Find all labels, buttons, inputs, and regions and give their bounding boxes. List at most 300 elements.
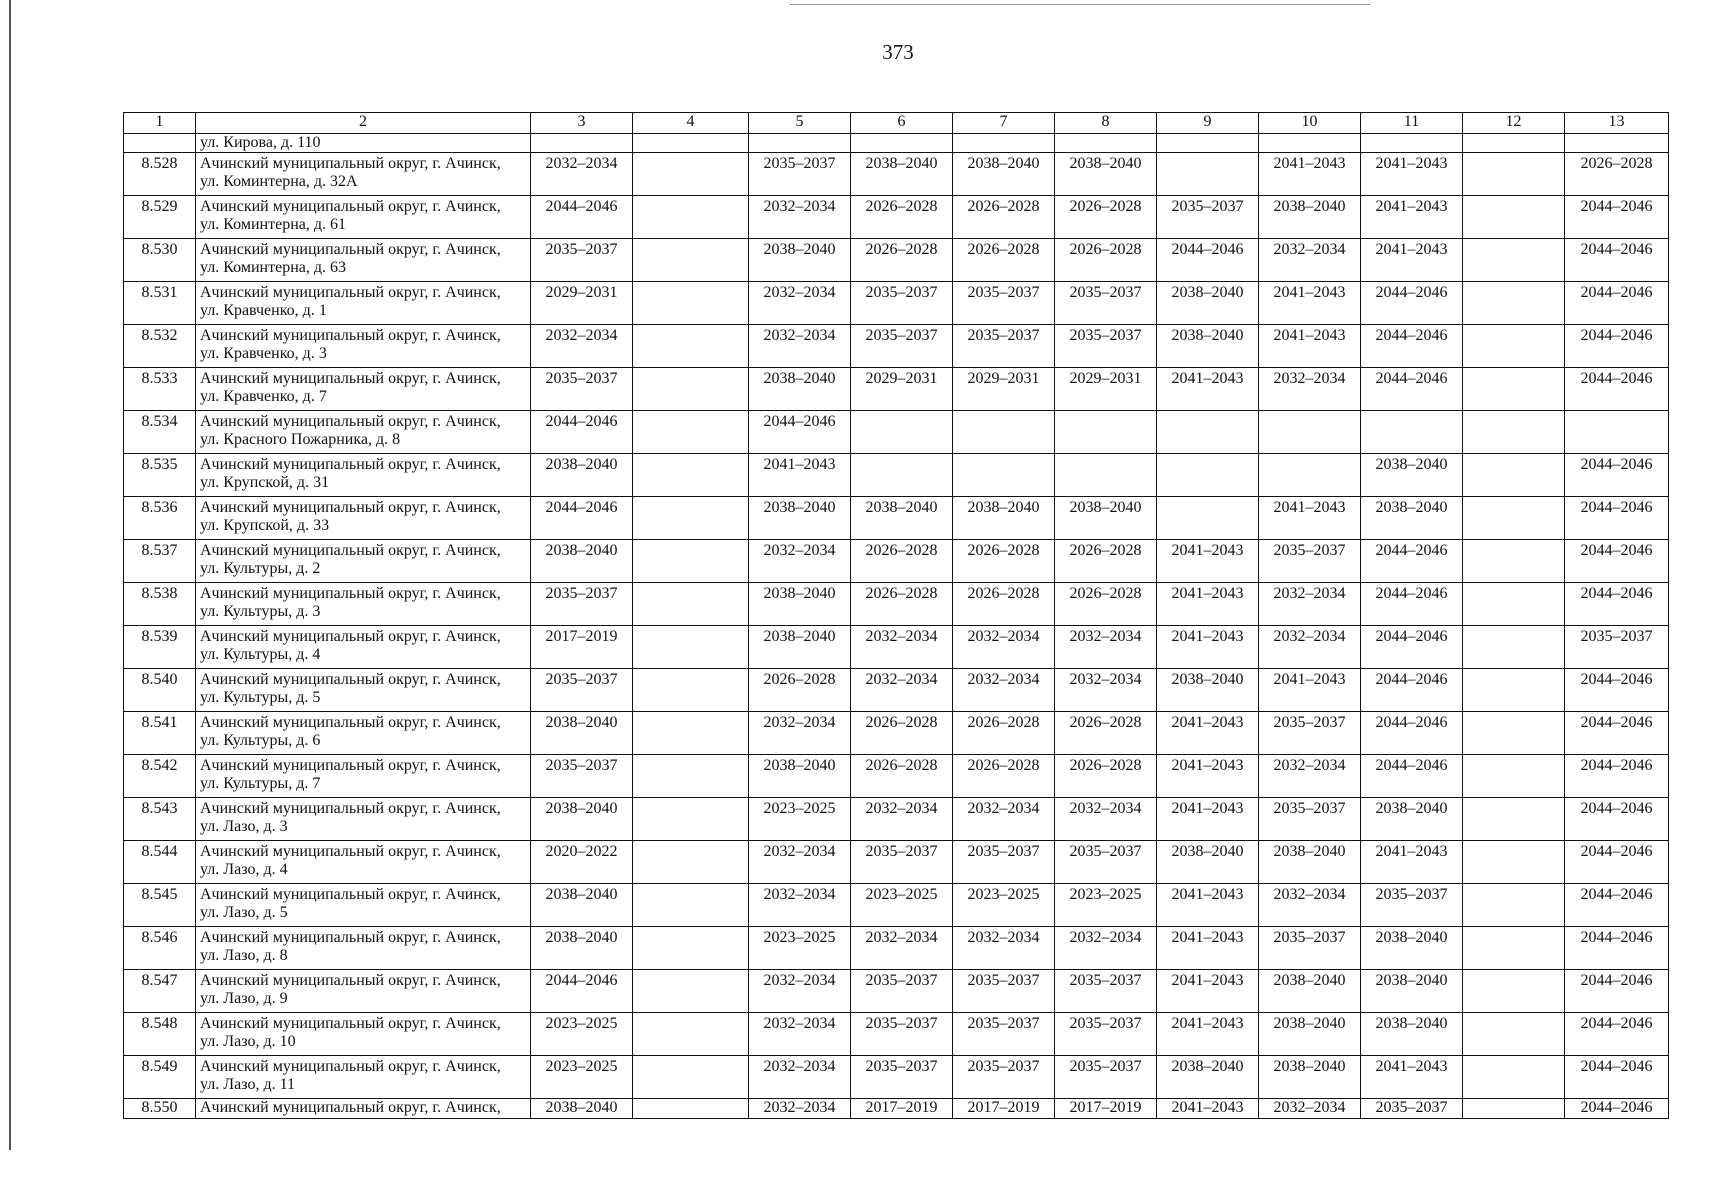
period-cell: 2035–2037 bbox=[1157, 196, 1259, 239]
period-cell: 2035–2037 bbox=[953, 282, 1055, 325]
column-header: 3 bbox=[531, 113, 633, 134]
period-cell: 2035–2037 bbox=[1055, 841, 1157, 884]
period-cell: 2035–2037 bbox=[1055, 970, 1157, 1013]
period-cell: 2032–2034 bbox=[851, 927, 953, 970]
period-cell: 2044–2046 bbox=[1565, 1056, 1669, 1099]
period-cell: 2038–2040 bbox=[1055, 497, 1157, 540]
table-row bbox=[124, 282, 1669, 325]
period-cell: 2044–2046 bbox=[1565, 669, 1669, 712]
period-cell bbox=[1157, 134, 1259, 153]
period-cell bbox=[633, 712, 749, 755]
address-line: Ачинский муниципальный округ, г. Ачинск, bbox=[200, 886, 501, 903]
period-cell: 2038–2040 bbox=[1361, 454, 1463, 497]
address-line: Ачинский муниципальный округ, г. Ачинск, bbox=[200, 800, 501, 817]
period-cell: 2017–2019 bbox=[531, 626, 633, 669]
period-cell: 2038–2040 bbox=[1361, 1013, 1463, 1056]
period-cell bbox=[633, 153, 749, 196]
column-header: 2 bbox=[196, 113, 531, 134]
period-cell: 2038–2040 bbox=[749, 368, 851, 411]
address-cell bbox=[196, 368, 531, 411]
period-cell bbox=[1157, 411, 1259, 454]
period-cell: 2038–2040 bbox=[1259, 970, 1361, 1013]
period-cell: 2044–2046 bbox=[1361, 540, 1463, 583]
table-row bbox=[124, 454, 1669, 497]
address-line: Ачинский муниципальный округ, г. Ачинск, bbox=[200, 370, 501, 387]
period-cell: 2026–2028 bbox=[851, 540, 953, 583]
period-cell: 2026–2028 bbox=[953, 755, 1055, 798]
period-cell: 2038–2040 bbox=[851, 153, 953, 196]
period-cell: 2023–2025 bbox=[531, 1056, 633, 1099]
period-cell bbox=[1259, 454, 1361, 497]
period-cell: 2026–2028 bbox=[1055, 583, 1157, 626]
period-cell: 2035–2037 bbox=[1055, 325, 1157, 368]
period-cell: 2029–2031 bbox=[953, 368, 1055, 411]
column-header: 1 bbox=[124, 113, 196, 134]
address-line: ул. Коминтерна, д. 63 bbox=[200, 259, 346, 276]
column-header: 11 bbox=[1361, 113, 1463, 134]
period-cell: 2035–2037 bbox=[851, 282, 953, 325]
period-cell: 2044–2046 bbox=[1361, 755, 1463, 798]
period-cell: 2041–2043 bbox=[1157, 583, 1259, 626]
row-number-cell: 8.533 bbox=[124, 368, 196, 411]
period-cell: 2032–2034 bbox=[851, 669, 953, 712]
row-number-cell: 8.539 bbox=[124, 626, 196, 669]
period-cell: 2035–2037 bbox=[953, 970, 1055, 1013]
period-cell: 2038–2040 bbox=[531, 712, 633, 755]
period-cell: 2044–2046 bbox=[1565, 1099, 1669, 1119]
period-cell bbox=[633, 884, 749, 927]
period-cell bbox=[633, 1013, 749, 1056]
period-cell: 2041–2043 bbox=[749, 454, 851, 497]
period-cell bbox=[1463, 1013, 1565, 1056]
address-line: Ачинский муниципальный округ, г. Ачинск, bbox=[200, 1015, 501, 1032]
address-line: ул. Лазо, д. 9 bbox=[200, 990, 288, 1007]
address-cell bbox=[196, 497, 531, 540]
period-cell: 2038–2040 bbox=[1259, 1056, 1361, 1099]
period-cell: 2035–2037 bbox=[953, 1056, 1055, 1099]
row-number-cell: 8.537 bbox=[124, 540, 196, 583]
period-cell: 2029–2031 bbox=[1055, 368, 1157, 411]
period-cell: 2032–2034 bbox=[749, 712, 851, 755]
period-cell: 2044–2046 bbox=[1565, 1013, 1669, 1056]
row-number-cell: 8.531 bbox=[124, 282, 196, 325]
period-cell: 2041–2043 bbox=[1259, 497, 1361, 540]
period-cell: 2038–2040 bbox=[531, 798, 633, 841]
period-cell: 2032–2034 bbox=[1259, 583, 1361, 626]
period-cell: 2038–2040 bbox=[1361, 497, 1463, 540]
address-line: Ачинский муниципальный округ, г. Ачинск, bbox=[200, 413, 501, 430]
period-cell: 2026–2028 bbox=[1055, 239, 1157, 282]
period-cell: 2026–2028 bbox=[953, 239, 1055, 282]
period-cell: 2035–2037 bbox=[953, 1013, 1055, 1056]
address-line: Ачинский муниципальный округ, г. Ачинск, bbox=[200, 929, 501, 946]
table-row bbox=[124, 798, 1669, 841]
period-cell: 2041–2043 bbox=[1157, 1099, 1259, 1119]
period-cell: 2041–2043 bbox=[1157, 798, 1259, 841]
period-cell: 2041–2043 bbox=[1157, 1013, 1259, 1056]
period-cell bbox=[1463, 798, 1565, 841]
period-cell: 2038–2040 bbox=[1259, 841, 1361, 884]
address-cell bbox=[196, 583, 531, 626]
period-cell: 2044–2046 bbox=[1361, 325, 1463, 368]
period-cell: 2038–2040 bbox=[749, 239, 851, 282]
period-cell bbox=[1463, 712, 1565, 755]
period-cell: 2038–2040 bbox=[531, 884, 633, 927]
address-line: ул. Лазо, д. 3 bbox=[200, 818, 288, 835]
address-line: ул. Красного Пожарника, д. 8 bbox=[200, 431, 401, 448]
period-cell bbox=[1463, 755, 1565, 798]
period-cell bbox=[633, 1099, 749, 1119]
header-row bbox=[124, 113, 1669, 134]
column-header: 4 bbox=[633, 113, 749, 134]
address-line: Ачинский муниципальный округ, г. Ачинск, bbox=[200, 972, 501, 989]
period-cell bbox=[633, 325, 749, 368]
period-cell: 2032–2034 bbox=[749, 1013, 851, 1056]
column-header: 13 bbox=[1565, 113, 1669, 134]
period-cell: 2035–2037 bbox=[953, 841, 1055, 884]
row-number-cell: 8.538 bbox=[124, 583, 196, 626]
period-cell: 2032–2034 bbox=[1259, 755, 1361, 798]
row-number-cell: 8.532 bbox=[124, 325, 196, 368]
address-cell bbox=[196, 1013, 531, 1056]
period-cell: 2035–2037 bbox=[749, 153, 851, 196]
address-cell bbox=[196, 134, 531, 153]
address-line: Ачинский муниципальный округ, г. Ачинск, bbox=[200, 284, 501, 301]
address-line: ул. Кравченко, д. 3 bbox=[200, 345, 327, 362]
period-cell: 2044–2046 bbox=[1565, 970, 1669, 1013]
period-cell bbox=[1463, 626, 1565, 669]
period-cell: 2032–2034 bbox=[1259, 626, 1361, 669]
address-line: ул. Кравченко, д. 1 bbox=[200, 302, 327, 319]
address-line: Ачинский муниципальный округ, г. Ачинск, bbox=[200, 241, 501, 258]
period-cell: 2032–2034 bbox=[749, 970, 851, 1013]
period-cell: 2044–2046 bbox=[531, 411, 633, 454]
address-cell bbox=[196, 841, 531, 884]
period-cell: 2044–2046 bbox=[1361, 583, 1463, 626]
period-cell: 2044–2046 bbox=[1565, 798, 1669, 841]
row-number-cell: 8.546 bbox=[124, 927, 196, 970]
period-cell: 2035–2037 bbox=[1259, 798, 1361, 841]
period-cell: 2044–2046 bbox=[531, 497, 633, 540]
table-row bbox=[124, 927, 1669, 970]
period-cell: 2035–2037 bbox=[851, 1056, 953, 1099]
period-cell: 2038–2040 bbox=[531, 540, 633, 583]
period-cell: 2035–2037 bbox=[531, 368, 633, 411]
row-number-cell: 8.529 bbox=[124, 196, 196, 239]
period-cell: 2026–2028 bbox=[953, 583, 1055, 626]
period-cell: 2044–2046 bbox=[1565, 497, 1669, 540]
address-cell bbox=[196, 970, 531, 1013]
period-cell: 2035–2037 bbox=[1055, 1056, 1157, 1099]
address-line: ул. Культуры, д. 3 bbox=[200, 603, 321, 620]
row-number-cell: 8.543 bbox=[124, 798, 196, 841]
period-cell: 2038–2040 bbox=[749, 755, 851, 798]
period-cell: 2044–2046 bbox=[531, 196, 633, 239]
address-line: Ачинский муниципальный округ, г. Ачинск, bbox=[200, 499, 501, 516]
period-cell: 2041–2043 bbox=[1259, 669, 1361, 712]
period-cell bbox=[1463, 497, 1565, 540]
column-header: 12 bbox=[1463, 113, 1565, 134]
period-cell: 2038–2040 bbox=[1361, 970, 1463, 1013]
period-cell: 2035–2037 bbox=[531, 583, 633, 626]
period-cell: 2017–2019 bbox=[953, 1099, 1055, 1119]
address-cell bbox=[196, 1099, 531, 1119]
address-line: ул. Кирова, д. 110 bbox=[200, 134, 321, 151]
address-cell bbox=[196, 884, 531, 927]
period-cell bbox=[1463, 669, 1565, 712]
period-cell: 2041–2043 bbox=[1157, 712, 1259, 755]
period-cell bbox=[1463, 282, 1565, 325]
table-row bbox=[124, 540, 1669, 583]
period-cell bbox=[1463, 196, 1565, 239]
period-cell bbox=[1565, 411, 1669, 454]
table-row bbox=[124, 153, 1669, 196]
period-cell: 2038–2040 bbox=[1157, 325, 1259, 368]
address-line: ул. Кравченко, д. 7 bbox=[200, 388, 327, 405]
period-cell: 2044–2046 bbox=[1565, 884, 1669, 927]
period-cell bbox=[633, 583, 749, 626]
period-cell: 2038–2040 bbox=[531, 1099, 633, 1119]
period-cell bbox=[749, 134, 851, 153]
period-cell: 2023–2025 bbox=[851, 884, 953, 927]
period-cell bbox=[1157, 454, 1259, 497]
period-cell bbox=[633, 626, 749, 669]
period-cell bbox=[633, 134, 749, 153]
period-cell: 2035–2037 bbox=[1361, 884, 1463, 927]
period-cell: 2035–2037 bbox=[953, 325, 1055, 368]
period-cell bbox=[633, 669, 749, 712]
period-cell bbox=[1463, 1099, 1565, 1119]
period-cell bbox=[633, 368, 749, 411]
period-cell: 2029–2031 bbox=[851, 368, 953, 411]
column-header: 8 bbox=[1055, 113, 1157, 134]
period-cell: 2038–2040 bbox=[749, 626, 851, 669]
table-row bbox=[124, 134, 1669, 153]
period-cell: 2017–2019 bbox=[1055, 1099, 1157, 1119]
period-cell: 2044–2046 bbox=[1565, 196, 1669, 239]
address-line: Ачинский муниципальный округ, г. Ачинск, bbox=[200, 542, 501, 559]
period-cell bbox=[1463, 411, 1565, 454]
period-cell bbox=[1463, 884, 1565, 927]
period-cell: 2035–2037 bbox=[1361, 1099, 1463, 1119]
period-cell: 2038–2040 bbox=[1157, 282, 1259, 325]
row-number-cell: 8.542 bbox=[124, 755, 196, 798]
address-line: ул. Лазо, д. 11 bbox=[200, 1076, 296, 1093]
period-cell: 2041–2043 bbox=[1259, 282, 1361, 325]
period-cell: 2038–2040 bbox=[851, 497, 953, 540]
period-cell bbox=[1055, 454, 1157, 497]
row-number-cell: 8.528 bbox=[124, 153, 196, 196]
period-cell: 2035–2037 bbox=[851, 1013, 953, 1056]
period-cell: 2032–2034 bbox=[749, 841, 851, 884]
period-cell: 2032–2034 bbox=[1259, 1099, 1361, 1119]
table-row bbox=[124, 497, 1669, 540]
row-number-cell: 8.541 bbox=[124, 712, 196, 755]
column-header: 6 bbox=[851, 113, 953, 134]
period-cell bbox=[1055, 411, 1157, 454]
period-cell: 2038–2040 bbox=[953, 497, 1055, 540]
period-cell: 2032–2034 bbox=[1259, 368, 1361, 411]
period-cell bbox=[1463, 970, 1565, 1013]
period-cell: 2035–2037 bbox=[851, 841, 953, 884]
period-cell: 2041–2043 bbox=[1361, 239, 1463, 282]
table-row bbox=[124, 970, 1669, 1013]
table-row bbox=[124, 196, 1669, 239]
period-cell bbox=[953, 454, 1055, 497]
period-cell: 2032–2034 bbox=[531, 153, 633, 196]
period-cell: 2041–2043 bbox=[1157, 368, 1259, 411]
period-cell bbox=[851, 134, 953, 153]
address-line: ул. Лазо, д. 10 bbox=[200, 1033, 296, 1050]
period-cell bbox=[633, 411, 749, 454]
address-line: Ачинский муниципальный округ, г. Ачинск, bbox=[200, 198, 501, 215]
period-cell: 2032–2034 bbox=[749, 1056, 851, 1099]
period-cell: 2026–2028 bbox=[851, 583, 953, 626]
period-cell: 2038–2040 bbox=[749, 583, 851, 626]
address-line: ул. Культуры, д. 2 bbox=[200, 560, 321, 577]
period-cell: 2035–2037 bbox=[1055, 282, 1157, 325]
period-cell: 2044–2046 bbox=[1565, 540, 1669, 583]
period-cell: 2026–2028 bbox=[851, 239, 953, 282]
address-line: ул. Лазо, д. 4 bbox=[200, 861, 288, 878]
period-cell bbox=[633, 239, 749, 282]
period-cell bbox=[633, 454, 749, 497]
row-number-cell: 8.547 bbox=[124, 970, 196, 1013]
table-row bbox=[124, 755, 1669, 798]
period-cell bbox=[1565, 134, 1669, 153]
row-number-cell: 8.549 bbox=[124, 1056, 196, 1099]
period-cell: 2023–2025 bbox=[1055, 884, 1157, 927]
row-number-cell: 8.530 bbox=[124, 239, 196, 282]
row-number-cell: 8.550 bbox=[124, 1099, 196, 1119]
table-row bbox=[124, 411, 1669, 454]
period-cell: 2035–2037 bbox=[851, 970, 953, 1013]
period-cell: 2038–2040 bbox=[953, 153, 1055, 196]
period-cell: 2026–2028 bbox=[953, 196, 1055, 239]
period-cell: 2041–2043 bbox=[1361, 153, 1463, 196]
period-cell bbox=[851, 411, 953, 454]
address-line: ул. Культуры, д. 4 bbox=[200, 646, 321, 663]
period-cell: 2032–2034 bbox=[953, 669, 1055, 712]
period-cell: 2044–2046 bbox=[1565, 282, 1669, 325]
address-cell bbox=[196, 626, 531, 669]
period-cell: 2038–2040 bbox=[1157, 669, 1259, 712]
table-row bbox=[124, 1056, 1669, 1099]
period-cell: 2032–2034 bbox=[749, 282, 851, 325]
period-cell: 2038–2040 bbox=[531, 454, 633, 497]
period-cell: 2032–2034 bbox=[851, 798, 953, 841]
table-row bbox=[124, 1099, 1669, 1119]
period-cell: 2038–2040 bbox=[1361, 798, 1463, 841]
row-number-cell: 8.534 bbox=[124, 411, 196, 454]
period-cell: 2035–2037 bbox=[531, 669, 633, 712]
column-header: 9 bbox=[1157, 113, 1259, 134]
period-cell: 2044–2046 bbox=[1565, 755, 1669, 798]
period-cell: 2035–2037 bbox=[1259, 927, 1361, 970]
period-cell: 2038–2040 bbox=[1361, 927, 1463, 970]
address-line: Ачинский муниципальный округ, г. Ачинск, bbox=[200, 327, 501, 344]
period-cell: 2044–2046 bbox=[1565, 841, 1669, 884]
table-row bbox=[124, 884, 1669, 927]
period-cell: 2032–2034 bbox=[953, 626, 1055, 669]
period-cell: 2026–2028 bbox=[1055, 712, 1157, 755]
period-cell: 2038–2040 bbox=[1259, 196, 1361, 239]
period-cell: 2044–2046 bbox=[1565, 325, 1669, 368]
table-row bbox=[124, 712, 1669, 755]
period-cell bbox=[1361, 411, 1463, 454]
period-cell: 2035–2037 bbox=[1259, 540, 1361, 583]
period-cell bbox=[1463, 927, 1565, 970]
row-number-cell: 8.544 bbox=[124, 841, 196, 884]
address-line: Ачинский муниципальный округ, г. Ачинск, bbox=[200, 714, 501, 731]
period-cell: 2041–2043 bbox=[1157, 540, 1259, 583]
address-line: ул. Лазо, д. 5 bbox=[200, 904, 288, 921]
period-cell: 2026–2028 bbox=[1565, 153, 1669, 196]
address-line: Ачинский муниципальный округ, г. Ачинск, bbox=[200, 456, 501, 473]
period-cell: 2044–2046 bbox=[531, 970, 633, 1013]
period-cell bbox=[633, 540, 749, 583]
period-cell: 2026–2028 bbox=[851, 712, 953, 755]
period-cell bbox=[1463, 1056, 1565, 1099]
address-cell bbox=[196, 153, 531, 196]
period-cell bbox=[1157, 497, 1259, 540]
period-cell: 2032–2034 bbox=[749, 1099, 851, 1119]
period-cell bbox=[1259, 134, 1361, 153]
address-cell bbox=[196, 454, 531, 497]
table-row bbox=[124, 368, 1669, 411]
period-cell bbox=[633, 927, 749, 970]
period-cell: 2032–2034 bbox=[1055, 669, 1157, 712]
table-row bbox=[124, 239, 1669, 282]
period-cell: 2026–2028 bbox=[1055, 196, 1157, 239]
period-cell: 2035–2037 bbox=[1055, 1013, 1157, 1056]
period-cell: 2041–2043 bbox=[1157, 970, 1259, 1013]
table-body bbox=[124, 134, 1669, 1119]
period-cell bbox=[633, 841, 749, 884]
period-cell: 2044–2046 bbox=[1361, 282, 1463, 325]
period-cell bbox=[633, 970, 749, 1013]
period-cell: 2038–2040 bbox=[1055, 153, 1157, 196]
address-line: Ачинский муниципальный округ, г. Ачинск, bbox=[200, 585, 501, 602]
address-cell bbox=[196, 196, 531, 239]
period-cell bbox=[1157, 153, 1259, 196]
address-line: Ачинский муниципальный округ, г. Ачинск, bbox=[200, 843, 501, 860]
period-cell: 2023–2025 bbox=[749, 798, 851, 841]
row-number-cell: 8.536 bbox=[124, 497, 196, 540]
period-cell: 2044–2046 bbox=[1565, 368, 1669, 411]
address-cell bbox=[196, 798, 531, 841]
period-cell: 2032–2034 bbox=[749, 325, 851, 368]
period-cell: 2038–2040 bbox=[749, 497, 851, 540]
period-cell bbox=[1463, 454, 1565, 497]
row-number-cell bbox=[124, 134, 196, 153]
period-cell bbox=[633, 196, 749, 239]
period-cell: 2035–2037 bbox=[531, 755, 633, 798]
period-cell: 2035–2037 bbox=[531, 239, 633, 282]
period-cell: 2041–2043 bbox=[1361, 196, 1463, 239]
period-cell: 2032–2034 bbox=[1259, 239, 1361, 282]
address-line: Ачинский муниципальный округ, г. Ачинск, bbox=[200, 155, 501, 172]
period-cell: 2041–2043 bbox=[1157, 884, 1259, 927]
period-cell: 2041–2043 bbox=[1157, 755, 1259, 798]
period-cell: 2038–2040 bbox=[1157, 841, 1259, 884]
address-cell bbox=[196, 669, 531, 712]
period-cell bbox=[633, 755, 749, 798]
table-row bbox=[124, 626, 1669, 669]
row-number-cell: 8.540 bbox=[124, 669, 196, 712]
period-cell bbox=[851, 454, 953, 497]
period-cell bbox=[953, 411, 1055, 454]
